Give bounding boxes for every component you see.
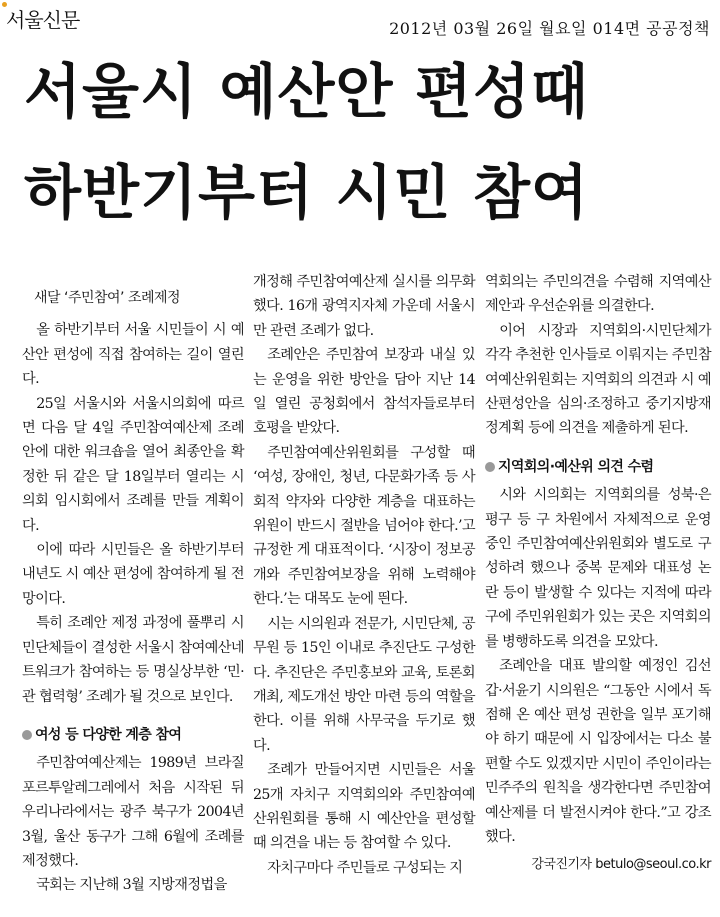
masthead	[0, 0, 720, 44]
paragraph: 시와 시의회는 지역회의를 성북·은평구 등 구 차원에서 자체적으로 운영 중인 주민참여예산위원회와 별도로 구성하려 했으나 중복 문제와 대표성 논란 등이 발생할 수 있다는 지적에 따라 구에 주민위원회가 있는 곳은 지역회의를 병행하도록 의견을 모았다.	[485, 487, 711, 650]
paragraph: 조례가 만들어지면 시민들은 서울 25개 자치구 지역회의와 주민참여예산위원회를 통해 시 예산안을 편성할 때 의견을 내는 등 참여할 수 있다.	[253, 762, 475, 852]
newspaper-logo: 서울신문	[6, 8, 80, 32]
article-column-3	[485, 270, 711, 878]
paragraph: 주민참여예산위원회를 구성할 때 ‘여성, 장애인, 청년, 다문화가족 등 사회적 약자와 다양한 계층을 대표하는 위원이 반드시 절반을 넘어야 한다.’고 규정한 게 대표적이다. ‘시장이 정보공개와 주민참여보장을 위해 노력해야 한다.’는 대목도 눈에 띈다.	[253, 444, 475, 608]
section-heading	[22, 723, 244, 747]
paragraph: 조례안을 대표 발의할 예정인 김선갑·서윤기 시의원은 “그동안 시에서 독점해 온 예산 편성 권한을 일부 포기해야 하기 때문에 시 입장에서는 다소 불편할 수도 있겠지만 시민이 주인이라는 민주주의 원칙을 생각한다면 주민참여예산제를 더 발전시켜야 한다.”고 강조했다.	[485, 658, 711, 845]
paragraph: 역회의는 주민의견을 수렴해 지역예산 제안과 우선순위를 의결한다.	[485, 274, 711, 315]
headline-line-1: 서울시 예산안 편성때	[24, 57, 590, 126]
section-title: 여성 등 다양한 계층 참여	[35, 726, 182, 743]
paragraph: 자치구마다 주민들로 구성되는 지	[267, 859, 463, 876]
paragraph: 특히 조례안 제정 과정에 풀뿌리 시민단체들이 결성한 서울시 참여예산네트워크가 참여하는 등 명실상부한 ‘민·관 협력형’ 조례가 될 것으로 보인다.	[22, 615, 244, 705]
paragraph: 국회는 지난해 3월 지방재정법을	[36, 877, 227, 894]
section-heading	[485, 455, 711, 479]
article-subhead: 새달 ‘주민참여’ 조례제정	[34, 290, 181, 306]
paragraph: 25일 서울시와 서울시의회에 따르면 다음 달 4일 주민참여예산제 조례안에 대한 워크숍을 열어 최종안을 확정한 뒤 같은 달 18일부터 열리는 시의회 임시회에서 조례를 만들 계획이다.	[22, 395, 244, 534]
paragraph: 이에 따라 시민들은 올 하반기부터 내년도 시 예산 편성에 참여하게 될 전망이다.	[22, 542, 244, 607]
paragraph: 올 하반기부터 서울 시민들이 시 예산안 편성에 직접 참여하는 길이 열린다.	[22, 322, 244, 388]
dateline: 2012년 03월 26일 월요일 014면 공공정책	[389, 19, 710, 38]
byline: 강국진기자 betulo@seoul.co.kr	[531, 857, 711, 873]
paragraph: 개정해 주민참여예산제 실시를 의무화했다. 16개 광역지자체 가운데 서울시만 관련 조례가 없다.	[253, 274, 475, 339]
bullet-icon	[485, 462, 495, 472]
paragraph: 시는 시의원과 전문가, 시민단체, 공무원 등 15인 이내로 추진단도 구성한다. 추진단은 주민홍보와 교육, 토론회 개최, 제도개선 방안 마련 등의 역할을 한다. 이를 위해 사무국을 두기로 했다.	[253, 615, 475, 754]
section-title: 지역회의·예산위 의견 수렴	[498, 458, 654, 475]
article-column-2	[253, 270, 475, 880]
article-column-1	[22, 268, 244, 898]
bullet-icon	[22, 730, 32, 740]
paragraph: 이어 시장과 지역회의·시민단체가 각각 추천한 인사들로 이뤄지는 주민참여예산위원회는 지역회의 의견과 시 예산편성안을 심의·조정하고 중기지방재정계획 등에 의견을 제출하게 된다.	[485, 322, 711, 437]
headline-line-2: 하반기부터 시민 참여	[24, 158, 590, 227]
paragraph: 조례안은 주민참여 보장과 내실 있는 운영을 위한 방안을 담아 지난 14일 열린 공청회에서 참석자들로부터 호평을 받았다.	[253, 347, 475, 437]
paragraph: 주민참여예산제는 1989년 브라질 포르투알레그레에서 처음 시작된 뒤 우리나라에서는 광주 북구가 2004년 3월, 울산 동구가 그해 6월에 조례를 제정했다.	[22, 755, 244, 869]
